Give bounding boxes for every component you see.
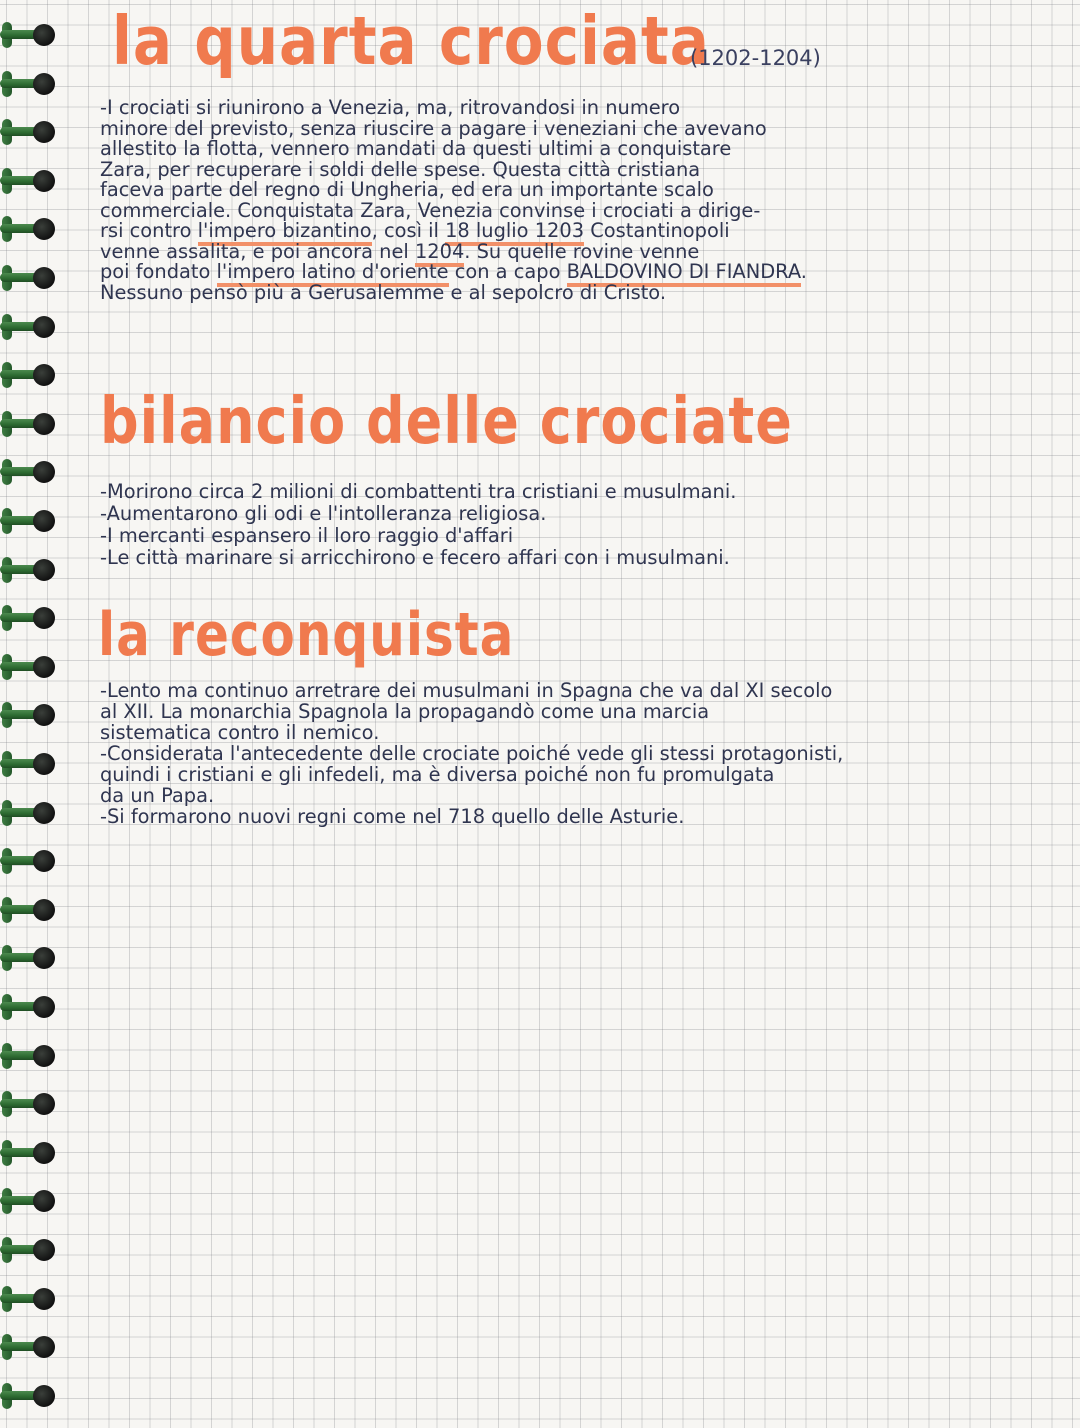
- section-title-reconquista: la reconquista: [98, 600, 515, 670]
- list-item: sistematica contro il nemico.: [100, 721, 380, 744]
- notebook-spiral-binding: [0, 0, 62, 1428]
- spiral-ring: [0, 71, 58, 97]
- spiral-ring: [0, 508, 58, 534]
- reconquista-list: [100, 680, 843, 827]
- spiral-ring: [0, 897, 58, 923]
- highlight-date-1203: 18 luglio 1203: [445, 219, 584, 246]
- highlight-1204: 1204: [415, 240, 464, 267]
- spiral-ring: [0, 994, 58, 1020]
- list-item: -I mercanti espansero il loro raggio d'affari: [100, 524, 514, 547]
- spiral-ring: [0, 168, 58, 194]
- spiral-ring: [0, 314, 58, 340]
- spiral-ring: [0, 702, 58, 728]
- spiral-ring: [0, 1188, 58, 1214]
- text-line: Zara, per recuperare i soldi delle spese. Questa città cristiana: [100, 157, 701, 181]
- spiral-ring: [0, 22, 58, 48]
- spiral-ring: [0, 751, 58, 777]
- spiral-ring: [0, 1286, 58, 1312]
- list-item: -Morirono circa 2 milioni di combattenti tra cristiani e musulmani.: [100, 480, 737, 503]
- spiral-ring: [0, 1237, 58, 1263]
- spiral-ring: [0, 945, 58, 971]
- spiral-ring: [0, 1383, 58, 1409]
- highlight-baldovino: BALDOVINO DI FIANDRA: [567, 260, 801, 287]
- list-item: -Aumentarono gli odi e l'intolleranza religiosa.: [100, 502, 547, 525]
- text-line: commerciale. Conquistata Zara, Venezia convinse i crociati a dirige-: [100, 198, 761, 222]
- highlight-impero-bizantino: l'impero bizantino: [198, 219, 372, 246]
- spiral-ring: [0, 605, 58, 631]
- section-title-quarta-crociata: la quarta crociata: [112, 2, 710, 81]
- list-item: al XII. La monarchia Spagnola la propagandò come una marcia: [100, 700, 710, 723]
- text-line-highlighted: venne assalita, e poi ancora nel 1204. Su quelle rovine venne: [100, 242, 807, 263]
- bilancio-list: [100, 481, 736, 569]
- highlight-impero-latino: l'impero latino d'oriente: [217, 260, 449, 287]
- spiral-ring: [0, 654, 58, 680]
- text-line: faceva parte del regno di Ungheria, ed era un importante scalo: [100, 178, 714, 201]
- text-line-highlighted: rsi contro l'impero bizantino, così il 18 luglio 1203 Costantinopoli: [100, 221, 807, 242]
- spiral-ring: [0, 1091, 58, 1117]
- text-line: allestito la flotta, vennero mandati da questi ultimi a conquistare: [100, 137, 732, 160]
- spiral-ring: [0, 848, 58, 874]
- text-line-highlighted: poi fondato l'impero latino d'oriente con a capo BALDOVINO DI FIANDRA.: [100, 262, 807, 283]
- spiral-ring: [0, 1043, 58, 1069]
- list-item: -Si formarono nuovi regni come nel 718 quello delle Asturie.: [100, 805, 685, 828]
- spiral-ring: [0, 265, 58, 291]
- spiral-ring: [0, 411, 58, 437]
- text-line: Nessuno pensò più a Gerusalemme e al sepolcro di Cristo.: [100, 280, 666, 304]
- list-item: -Le città marinare si arricchirono e fecero affari con i musulmani.: [100, 546, 730, 569]
- text-line: minore del previsto, senza riuscire a pagare i veneziani che avevano: [100, 116, 767, 140]
- spiral-ring: [0, 800, 58, 826]
- spiral-ring: [0, 557, 58, 583]
- quarta-crociata-paragraph: [100, 98, 807, 303]
- list-item: da un Papa.: [100, 784, 215, 807]
- spiral-ring: [0, 119, 58, 145]
- section-title-bilancio: bilancio delle crociate: [100, 384, 793, 459]
- list-item: quindi i cristiani e gli infedeli, ma è diversa poiché non fu promulgata: [100, 763, 775, 786]
- spiral-ring: [0, 362, 58, 388]
- list-item: -Lento ma continuo arretrare dei musulmani in Spagna che va dal XI secolo: [100, 679, 833, 702]
- spiral-ring: [0, 216, 58, 242]
- list-item: -Considerata l'antecedente delle crociate poiché vede gli stessi protagonisti,: [100, 742, 844, 765]
- section-dates: (1202-1204): [690, 46, 821, 70]
- spiral-ring: [0, 1334, 58, 1360]
- spiral-ring: [0, 459, 58, 485]
- text-line: -I crociati si riunirono a Venezia, ma, ritrovandosi in numero: [100, 96, 681, 119]
- spiral-ring: [0, 1140, 58, 1166]
